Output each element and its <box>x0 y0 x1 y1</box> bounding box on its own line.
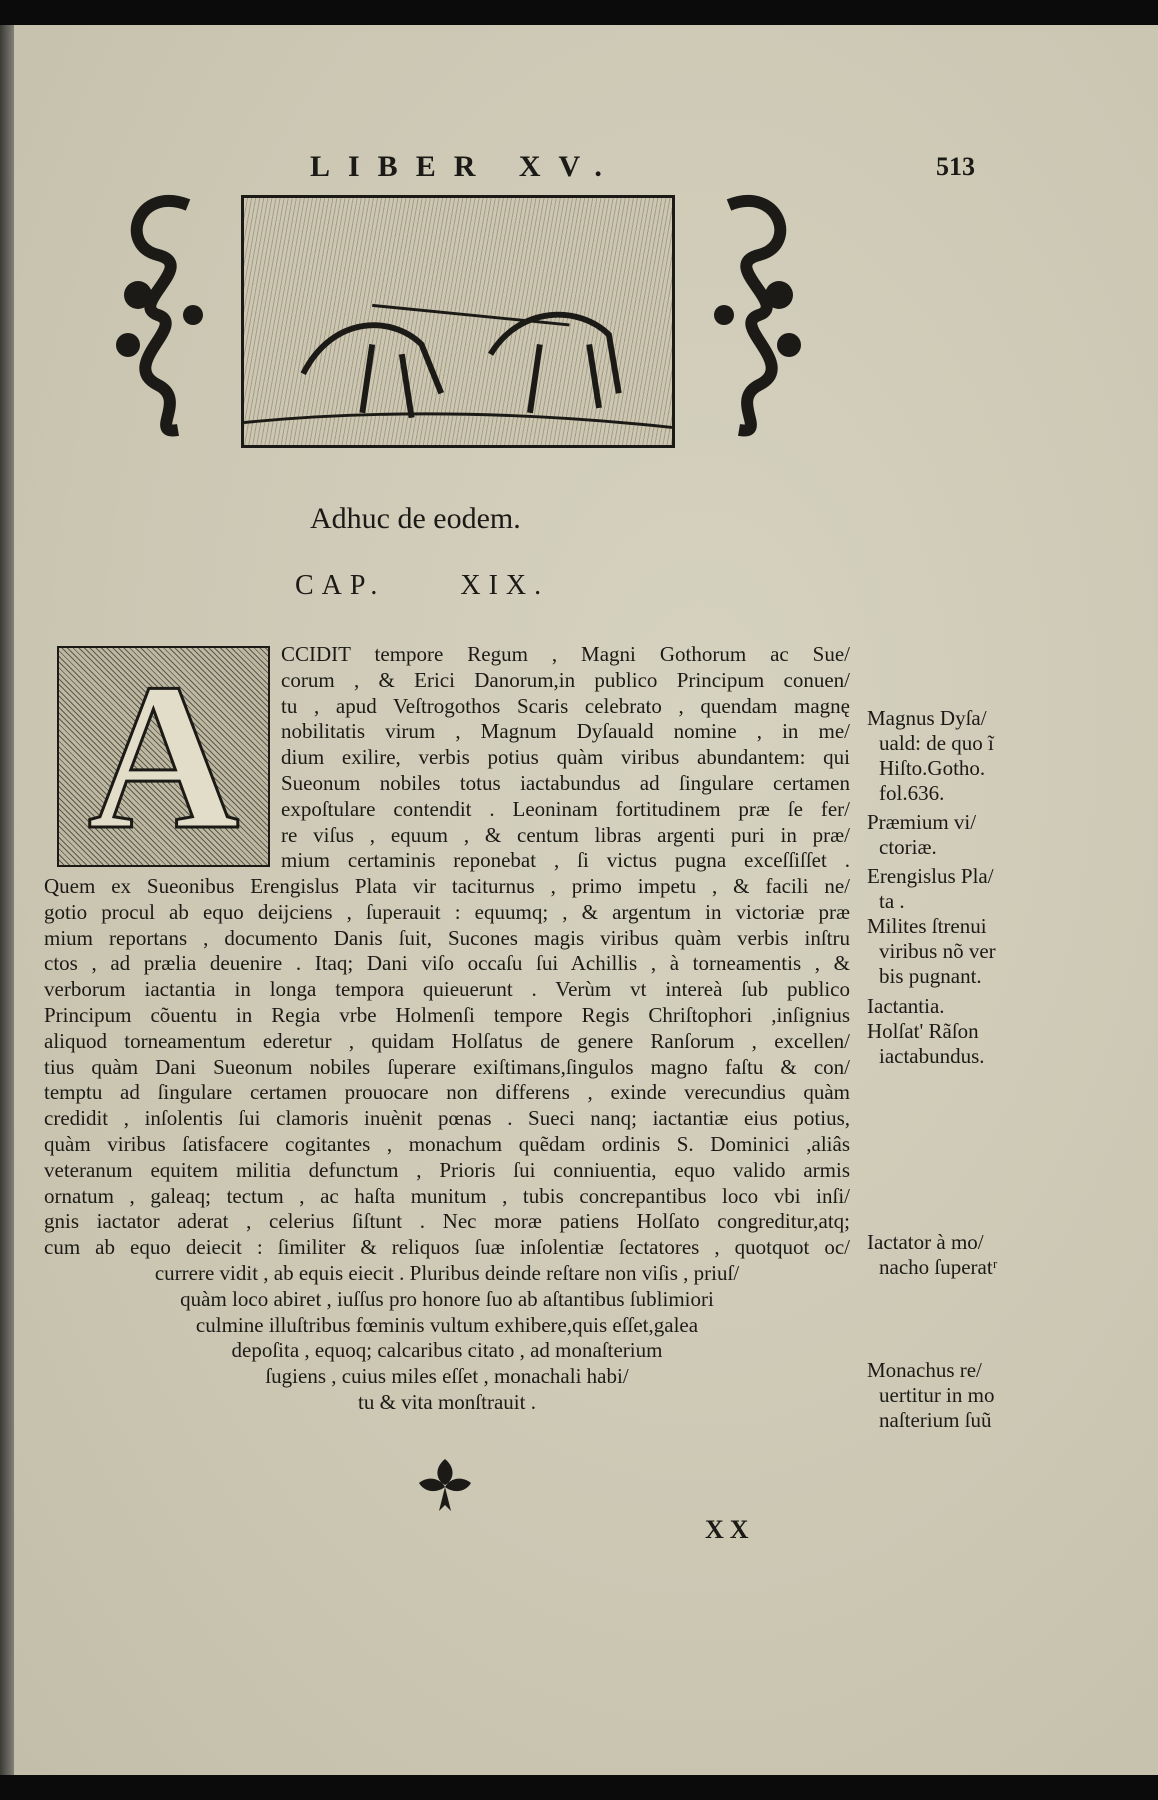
text-line: gotio procul ab equo deijciens , ſuperauit : equumq; , & argentum in victoriæ præ <box>44 899 850 924</box>
note-line: fol.636. <box>879 781 945 805</box>
text-line: expoſtulare contendit . Leoninam fortitudinem præ ſe fer/ <box>281 796 850 821</box>
text-line: re viſus , equum , & centum libras argenti puri in præ/ <box>281 822 850 847</box>
section-title: Adhuc de eodem. <box>310 502 521 535</box>
chapter-heading: CAP. XIX. <box>295 570 550 601</box>
note-line: ctoriæ. <box>879 835 937 859</box>
text-line: veteranum equitem militia defunctum , Prioris ſui conniuentia, equo valido armis <box>44 1157 850 1182</box>
note-line: Iactantia. <box>867 994 945 1018</box>
text-line: tu , apud Veſtrogothos Scaris celebrato , quendam magnę <box>281 693 850 718</box>
margin-note <box>867 810 1017 860</box>
text-line: ctos , ad prælia deuenire . Itaq; Dani viſo occaſu ſui Achillis , à torneamentis , & <box>44 951 850 976</box>
text-line: aliquod torneamentum ederetur , quidam Holſatus de genere Ranſorum , excellen/ <box>44 1028 850 1053</box>
text-line: cum ab equo deiecit : ſimiliter & reliquos ſuæ inſolentiæ ſectatores , quotquot oc/ <box>44 1235 850 1260</box>
note-line: uertitur in mo <box>879 1383 995 1407</box>
note-line: Holſat' Rãſon <box>867 1019 979 1043</box>
text-line: Principum cõuentu in Regia vrbe Holmenſi tempore Regis Chriſtophori ,inſignius <box>44 1002 850 1027</box>
text-line: currere vidit , ab equis eiecit . Pluribus deinde reſtare non viſis , priuſ/ <box>154 1261 740 1285</box>
margin-note <box>867 864 1017 914</box>
note-line: Præmium vi/ <box>867 810 977 834</box>
margin-note <box>867 1019 1017 1069</box>
text-line: corum , & Erici Danorum,in publico Principum conuen/ <box>281 667 850 692</box>
text-line: CCIDIT tempore Regum , Magni Gothorum ac Sue/ <box>281 642 850 666</box>
ornament-right-icon <box>689 185 829 445</box>
catchword: XX <box>705 1515 755 1544</box>
text-line: gnis iactator aderat , celerius ſiſtunt . Nec moræ patiens Holſato congreditur,atq; <box>44 1209 850 1234</box>
note-line: Iactator à mo/ <box>867 1230 984 1254</box>
body-tapered <box>44 1261 850 1416</box>
page-number: 513 <box>936 152 975 181</box>
fleuron-icon <box>415 1455 475 1515</box>
note-line: Erengislus Pla/ <box>867 864 994 888</box>
drop-cap-letter: A <box>87 640 240 873</box>
text-line: temptu ad ſingulare certamen prouocare non differens , exinde verecundius quàm <box>44 1080 850 1105</box>
text-line: mium reportans , documento Danis ſuit, Sucones magis viribus quàm verbis inſtru <box>44 925 850 950</box>
text-line: Quem ex Sueonibus Erengislus Plata vir taciturnus , primo impetu , & facili ne/ <box>44 874 850 898</box>
note-line: viribus nõ ver <box>879 939 996 963</box>
note-line: nacho ſuperatʳ <box>879 1255 998 1279</box>
decorated-initial <box>57 640 270 873</box>
text-line: dium exilire, verbis potius quàm viribus abundantem: qui <box>281 745 850 770</box>
note-line: ta . <box>879 889 905 913</box>
running-title: LIBER XV. <box>310 150 620 183</box>
margin-note <box>867 1230 1017 1280</box>
text-line: ſugiens , cuius miles eſſet , monachali habi/ <box>265 1364 629 1389</box>
text-line: ornatum , galeaq; tectum , ac haſta munitum , tubis concrepantibus loco vbi inſi/ <box>44 1183 850 1208</box>
text-line: mium certaminis reponebat , ſi victus pugna exceſſiſſet . <box>281 848 850 873</box>
note-line: iactabundus. <box>879 1044 985 1068</box>
text-line: Sueonum nobiles totus iactabundus ad ſingulare certamen <box>281 770 850 795</box>
margin-note <box>867 1358 1017 1433</box>
text-line: tu & vita monſtrauit . <box>358 1389 536 1414</box>
body-full <box>44 874 850 1261</box>
margin-note <box>867 706 1017 806</box>
text-line: nobilitatis virum , Magnum Dyſauald nomine , in me/ <box>281 719 850 744</box>
text-line: credidit , inſolentis ſui clamoris inuènit pœnas . Sueci nanq; iactantiæ eius potius, <box>44 1106 850 1131</box>
text-line: verborum iactantia in longa tempora quieuerunt . Verùm vt intereà ſub publico <box>44 977 850 1002</box>
note-line: bis pugnant. <box>879 964 982 988</box>
ornament-left-icon <box>98 185 218 445</box>
text-line: depoſita , equoq; calcaribus citato , ad monaſterium <box>231 1338 663 1363</box>
text-line: quàm loco abiret , iuſſus pro honore ſuo ab aſtantibus ſublimiori <box>180 1286 714 1311</box>
text-line: quàm viribus ſatisfacere cogitantes , monachum quẽdam ordinis S. Dominici ,aliâs <box>44 1131 850 1156</box>
text-line: tius quàm Dani Sueonum nobiles ſuperare exiſtimans,ſingulos magno faſtu & con/ <box>44 1054 850 1079</box>
margin-note <box>867 994 1017 1019</box>
text-line: culmine illuſtribus fœminis vultum exhibere,quis eſſet,galea <box>195 1312 699 1337</box>
note-line: naſterium ſuũ <box>879 1408 992 1432</box>
note-line: Monachus re/ <box>867 1358 982 1382</box>
note-line: Magnus Dyſa/ <box>867 706 987 730</box>
body-indented <box>281 642 850 874</box>
note-line: uald: de quo ĩ <box>879 731 994 755</box>
note-line: Hiſto.Gotho. <box>879 756 986 780</box>
woodcut-illustration <box>241 195 675 448</box>
margin-note <box>867 914 1017 989</box>
note-line: Milites ſtrenui <box>867 914 987 938</box>
